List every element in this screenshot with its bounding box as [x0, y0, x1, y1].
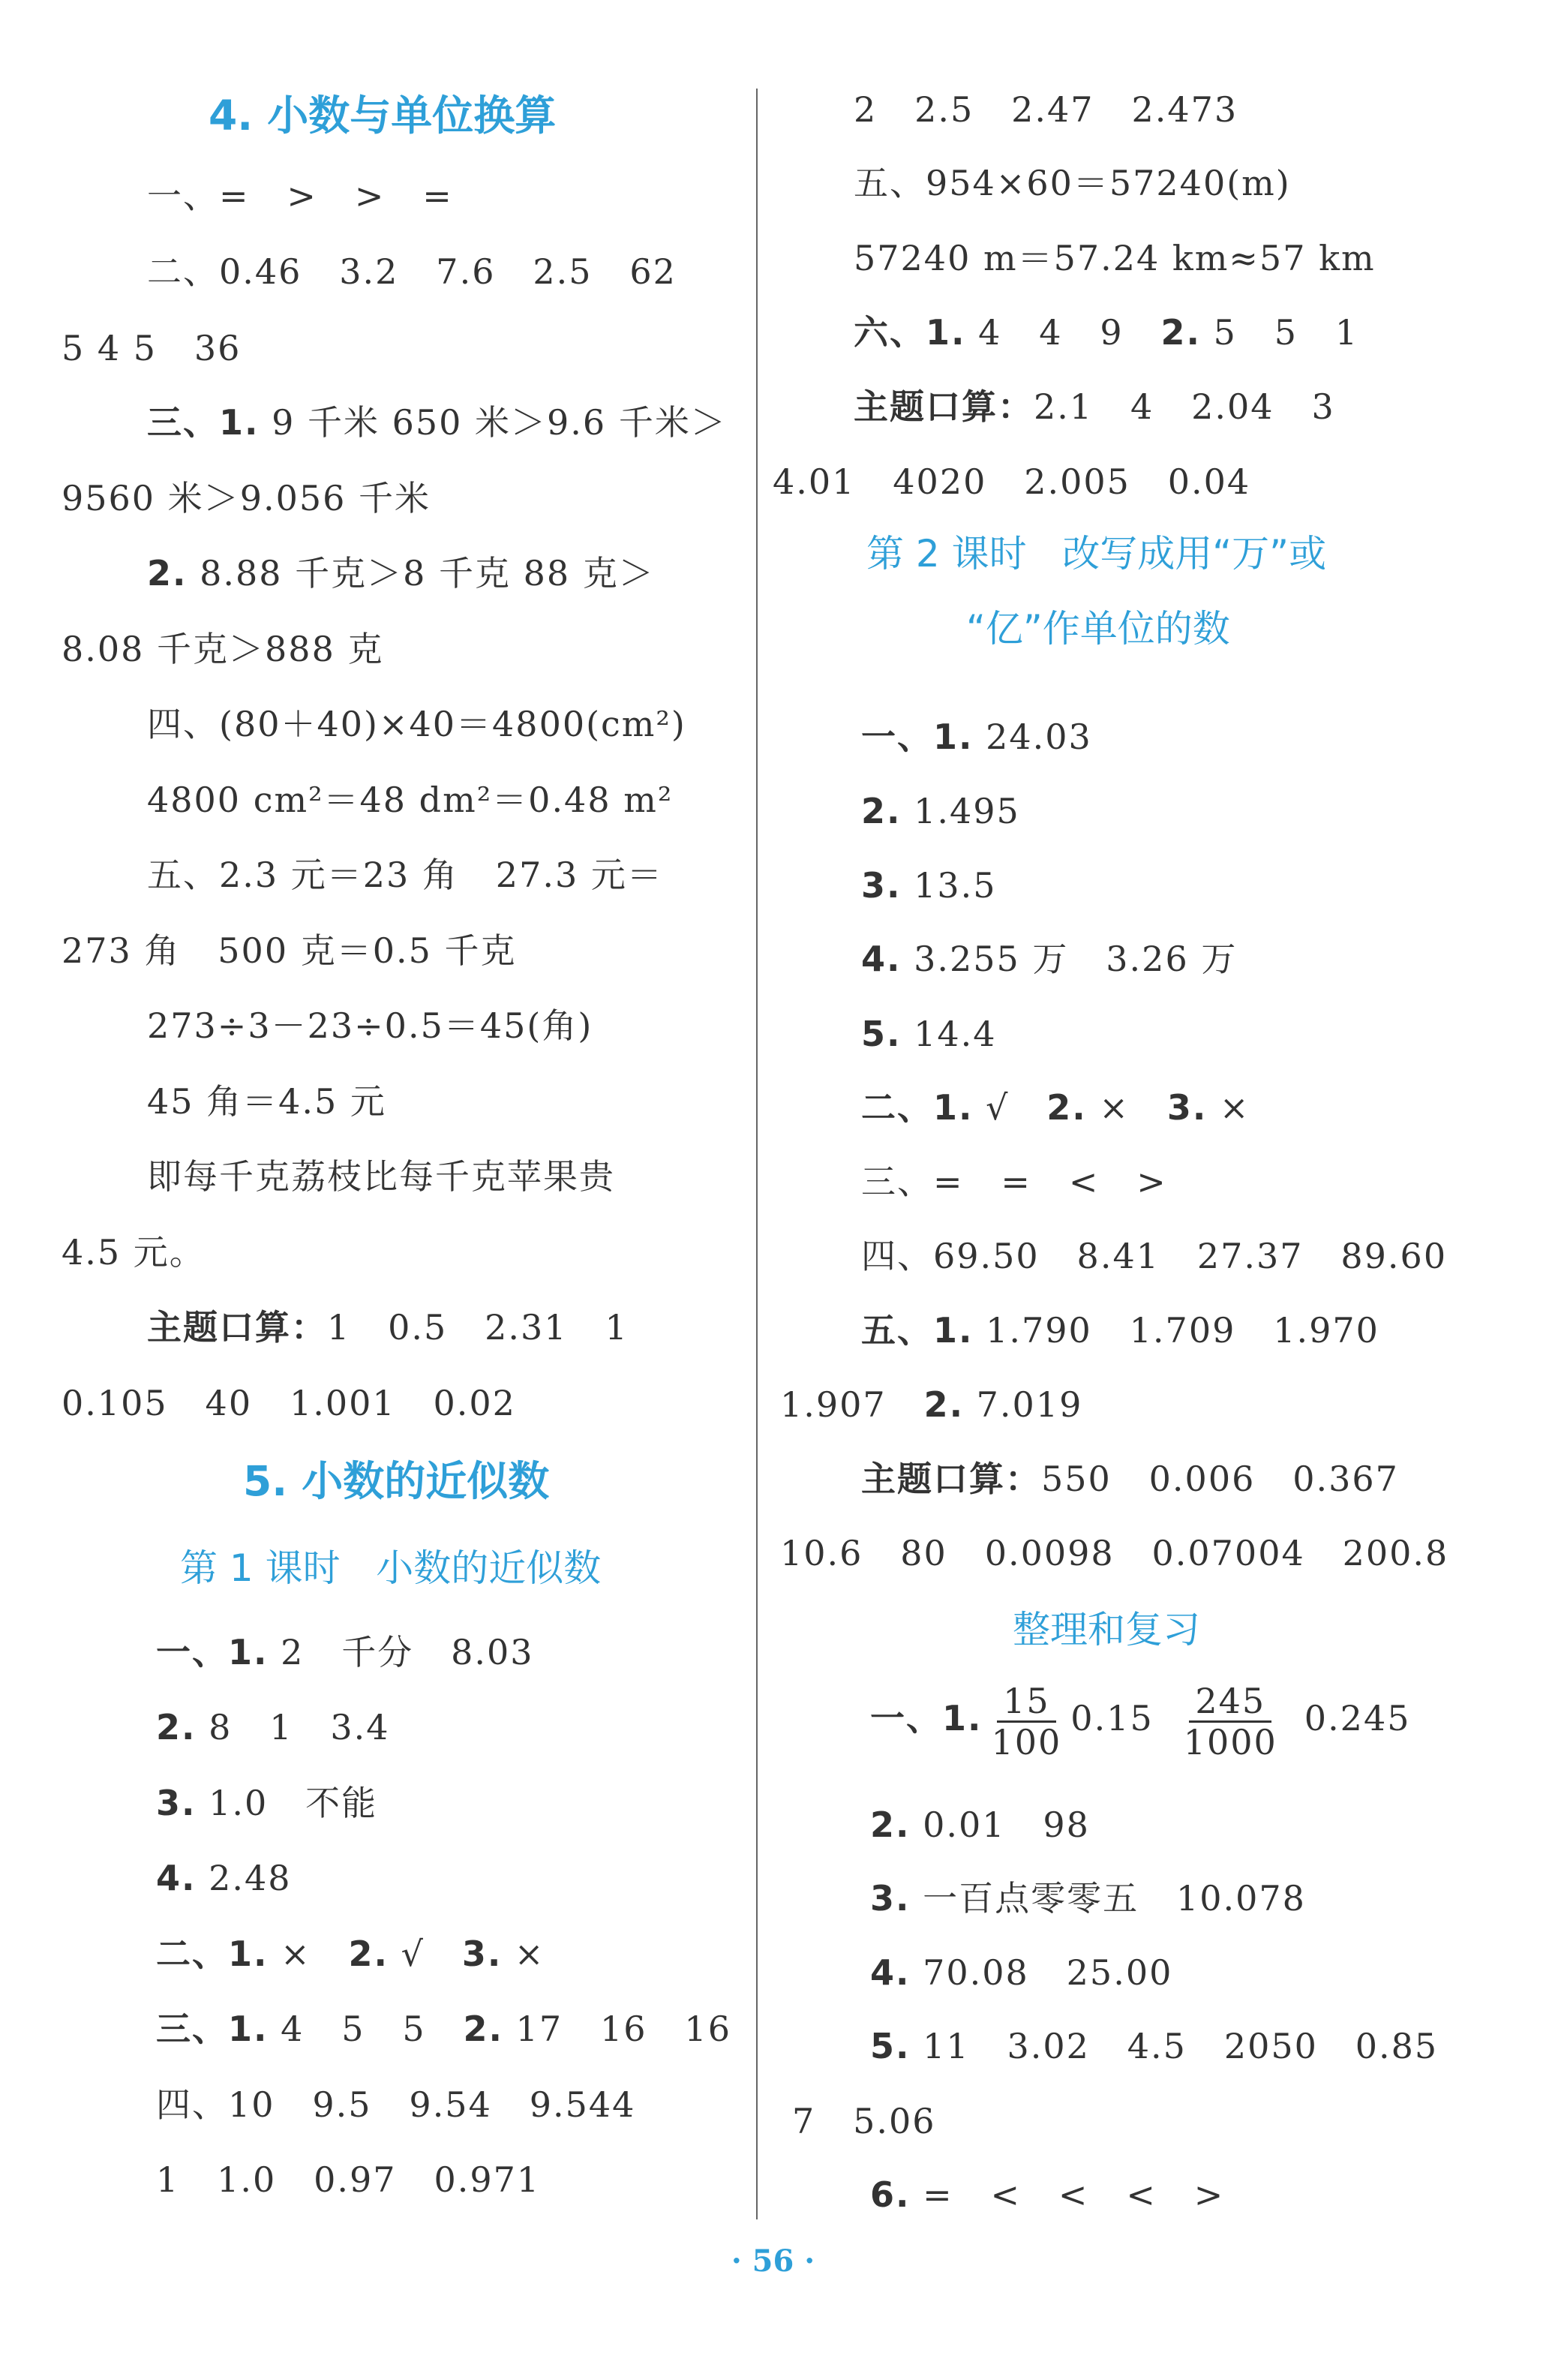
answer-text: √ [389, 1934, 462, 1974]
answer-line: 273÷3－23÷0.5＝45(角) [147, 1005, 593, 1046]
fraction: $\frac{245}{1000}$ [1183, 1680, 1277, 1762]
item-number: 2. [923, 1384, 965, 1425]
answer-line [861, 789, 1020, 834]
answer-line [854, 310, 1358, 355]
answer-text: 4 5 5 [268, 2009, 464, 2049]
answer-line: 1 1.0 0.97 0.971 [156, 2159, 541, 2200]
answer-line [156, 2006, 731, 2051]
answer-text: 5 5 1 [1201, 312, 1359, 353]
item-number: 一、1. [156, 1632, 269, 1672]
item-number: 5. [870, 2026, 911, 2066]
answer-line: 4.01 4020 2.005 0.04 [773, 461, 1251, 502]
answer-line: 0.105 40 1.001 0.02 [62, 1383, 516, 1423]
answer-text: 2.1 4 2.04 3 [1034, 386, 1335, 427]
fraction: $\frac{15}{100}$ [991, 1680, 1062, 1762]
answer-line: 四、(80＋40)×40＝4800(cm²) [147, 704, 686, 744]
answer-line: 二、0.46 3.2 7.6 2.5 62 [147, 251, 677, 292]
item-number: 2. [156, 1707, 197, 1747]
answer-line: 四、69.50 8.41 27.37 89.60 [861, 1236, 1448, 1276]
item-number: 6. [870, 2174, 911, 2215]
answer-line: 四、10 9.5 9.54 9.544 [156, 2084, 636, 2125]
answer-text: × [268, 1934, 349, 1974]
item-number: 2. [1046, 1087, 1087, 1128]
section-title-5: 5. 小数的近似数 [243, 1457, 550, 1505]
answer-line: 5 4 5 36 [62, 328, 242, 368]
answer-text: 1.907 [780, 1384, 924, 1425]
item-number: 3. [861, 865, 902, 906]
answer-text: × [1207, 1087, 1250, 1128]
answer-line: 一、= > > = [147, 176, 453, 216]
answer-line [156, 1856, 292, 1901]
item-number: 三、1. [147, 402, 260, 443]
answer-text: 0.245 [1304, 1698, 1411, 1738]
lesson-title-1: 第 1 课时 小数的近似数 [180, 1546, 602, 1590]
answer-line [156, 1780, 377, 1826]
answer-line: 三、= = < > [861, 1161, 1167, 1202]
answer-line [861, 1011, 997, 1056]
answer-line [861, 863, 997, 908]
item-number: 一、1. [870, 1698, 983, 1738]
answer-line: 273 角 500 克＝0.5 千克 [62, 930, 517, 971]
answer-text: √ [973, 1087, 1047, 1128]
answer-line [861, 1308, 1379, 1353]
lesson-title-2-cont: “亿”作单位的数 [966, 607, 1230, 651]
answer-text: 24.03 [973, 717, 1092, 757]
answer-line [861, 714, 1092, 759]
mental-math-label: 主题口算： [861, 1459, 1041, 1499]
answer-line: 9560 米＞9.056 千米 [62, 478, 431, 518]
answer-line [870, 1673, 1411, 1763]
answer-text: 3.255 万 3.26 万 [901, 939, 1238, 979]
answer-text: 1.790 1.709 1.970 [973, 1310, 1379, 1351]
answer-text: 11 3.02 4.5 2050 0.85 [910, 2026, 1439, 2066]
item-number: 三、1. [156, 2009, 269, 2049]
answer-line: 10.6 80 0.0098 0.07004 200.8 [780, 1533, 1449, 1573]
page-number: · 56 · [731, 2243, 815, 2279]
answer-text: 1.0 不能 [196, 1783, 378, 1823]
answer-text: 9 千米 650 米＞9.6 千米＞ [259, 402, 727, 443]
answer-line: 7 5.06 [792, 2101, 936, 2141]
item-number: 3. [870, 1878, 911, 1919]
answer-text: 8.88 千克＞8 千克 88 克＞ [187, 553, 655, 593]
answer-line [147, 400, 727, 445]
lesson-title-2: 第 2 课时 改写成用“万”或 [866, 532, 1327, 575]
column-divider [756, 89, 758, 2219]
answer-text: × [1086, 1087, 1167, 1128]
answer-text: 13.5 [901, 865, 997, 906]
answer-line [861, 936, 1237, 981]
answer-line [147, 1305, 629, 1350]
answer-line [870, 1950, 1172, 1995]
item-number: 3. [1166, 1087, 1208, 1128]
answer-line: 4.5 元。 [62, 1232, 206, 1273]
answer-line [854, 384, 1335, 429]
item-number: 5. [861, 1014, 902, 1054]
answer-line: 8.08 千克＞888 克 [62, 629, 384, 669]
answer-text: 2.48 [196, 1858, 292, 1898]
mental-math-label: 主题口算： [147, 1307, 327, 1348]
answer-text: 2 千分 8.03 [268, 1632, 534, 1672]
answer-line: 2 2.5 2.47 2.473 [854, 89, 1238, 130]
answer-text: 550 0.006 0.367 [1041, 1459, 1399, 1499]
item-number: 2. [463, 2009, 503, 2049]
answer-text: 1 0.5 2.31 1 [327, 1307, 629, 1348]
answer-line: 五、954×60＝57240(m) [854, 163, 1291, 203]
answer-line [156, 1931, 545, 1976]
item-number: 2. [348, 1934, 389, 1974]
item-number: 二、1. [156, 1934, 269, 1974]
answer-line [156, 1705, 390, 1750]
answer-text: × [502, 1934, 545, 1974]
answer-line [780, 1382, 1082, 1427]
mental-math-label: 主题口算： [854, 386, 1034, 427]
review-title: 整理和复习 [1013, 1608, 1200, 1651]
item-number: 六、1. [854, 312, 966, 353]
item-number: 4. [870, 1952, 911, 1993]
answer-text: 70.08 25.00 [910, 1952, 1173, 1993]
answer-text: 7.019 [964, 1384, 1083, 1425]
answer-line: 4800 cm²＝48 dm²＝0.48 m² [147, 780, 674, 820]
answer-text: 一百点零零五 10.078 [910, 1878, 1306, 1919]
answer-line [156, 1630, 534, 1675]
item-number: 4. [861, 939, 902, 979]
item-number: 五、1. [861, 1310, 974, 1351]
answer-text: 0.15 [1070, 1698, 1154, 1738]
answer-text: = < < < > [910, 2174, 1225, 2215]
item-number: 2. [147, 553, 188, 593]
answer-text: 17 16 16 [503, 2009, 731, 2049]
answer-line: 45 角＝4.5 元 [147, 1081, 386, 1122]
answer-text: 0.01 98 [910, 1805, 1090, 1845]
answer-text: 1.495 [901, 791, 1020, 831]
answer-line [861, 1085, 1250, 1130]
item-number: 一、1. [861, 717, 974, 757]
item-number: 二、1. [861, 1087, 974, 1128]
answer-text: 4 4 9 [965, 312, 1161, 353]
answer-text: 14.4 [901, 1014, 997, 1054]
answer-line: 五、2.3 元＝23 角 27.3 元＝ [147, 855, 663, 895]
answer-line [870, 2024, 1438, 2069]
answer-line [861, 1456, 1399, 1501]
answer-line [147, 551, 655, 596]
answer-line [870, 2172, 1224, 2217]
section-title-4: 4. 小数与单位换算 [209, 92, 557, 140]
item-number: 2. [870, 1805, 911, 1845]
answer-line: 57240 m＝57.24 km≈57 km [854, 238, 1376, 278]
answer-text: 8 1 3.4 [196, 1707, 390, 1747]
answer-line [870, 1802, 1090, 1847]
item-number: 3. [461, 1934, 503, 1974]
answer-line: 即每千克荔枝比每千克苹果贵 [147, 1156, 615, 1197]
item-number: 4. [156, 1858, 197, 1898]
answer-line [870, 1876, 1306, 1921]
item-number: 2. [861, 791, 902, 831]
item-number: 3. [156, 1783, 197, 1823]
item-number: 2. [1160, 312, 1201, 353]
